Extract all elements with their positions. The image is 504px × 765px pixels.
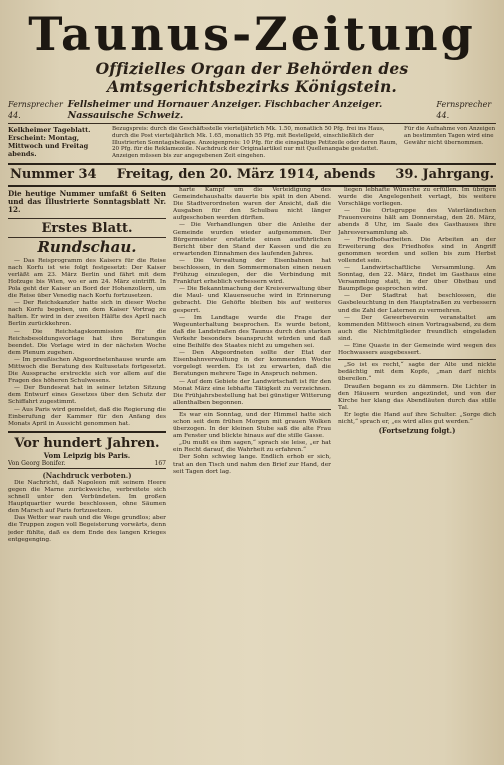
article-paragraph: — Die Verhandlungen über die Anleihe der Gemeinde wurden wieder aufgenommen. Der Bürgermeister erstattete einen ausführlichen Bericht über den Stand der Kassen und die zu erwartenden Einnahmen des laufenden Jahres. <box>173 222 331 257</box>
article-columns <box>8 187 496 765</box>
issue-bar <box>8 165 496 187</box>
column-divider <box>173 409 331 410</box>
article-paragraph: — Die Bekanntmachung der Kreisverwaltung über die Maul- und Klauenseuche wird in Erinnerung gebracht. Die Gehöfte bleiben bis auf weiteres gesperrt. <box>173 286 331 314</box>
serial-number: 167 <box>154 459 166 467</box>
issue-year: 39. Jahrgang. <box>395 166 494 182</box>
continued-note: (Fortsetzung folgt.) <box>378 426 456 436</box>
serial-paragraph: Er legte die Hand auf ihre Schulter. „Sorge dich nicht,“ sprach er, „es wird alles gut werden.“ <box>338 411 496 425</box>
reprint-note: (Nachdruck verboten.) <box>42 470 132 480</box>
article-paragraph: — Aus Paris wird gemeldet, daß die Regierung die Einberufung der Kammer für den Anfang des Monats April in Aussicht genommen hat. <box>8 406 166 427</box>
article-paragraph: — Die Ortsgruppe des Vaterländischen Frauenvereins hält am Donnerstag, den 26. März, abends 8 Uhr, im Saale des Gasthauses ihre Jahresversammlung ab. <box>338 208 496 236</box>
serial-paragraph: Es war ein Sonntag, und der Himmel hatte sich schon seit dem frühen Morgen mit grauen Wolken überzogen. In der kleinen Stube saß die alte Frau am Fenster und blickte hinaus auf die stille Gasse. <box>173 411 331 440</box>
serial-title: Vor hundert Jahren. <box>8 431 166 451</box>
article-paragraph: — Der Stadtrat hat beschlossen, die Gasbeleuchtung in den Hauptstraßen zu verbessern und die Zahl der Laternen zu vermehren. <box>338 293 496 314</box>
column-divider <box>338 359 496 360</box>
serial-paragraph: „Du mußt es ihm sagen,“ sprach sie leise, „er hat ein Recht darauf, die Wahrheit zu erfahren.“ <box>173 440 331 454</box>
article-paragraph: harte Kampf um die Verteidigung des Gemeindehaushalts dauerte bis spät in den Abend. Die Stadtverordneten waren der Ansicht, daß die Ausgaben für den Schulbau nicht länger aufgeschoben werden dürften. <box>173 186 331 222</box>
subscription-info <box>8 124 496 165</box>
article-paragraph: — Der Gewerbeverein veranstaltet am kommenden Mittwoch einen Vortragsabend, zu dem auch die Nichtmitglieder freundlich eingeladen sind. <box>338 314 496 342</box>
column-2 <box>173 187 331 765</box>
masthead-title: Taunus-Zeitung <box>28 7 476 61</box>
serial-paragraph: Die Nachricht, daß Napoleon mit seinem Heere gegen die Marne zurückweiche, verbreitete sich schnell unter den Verbündeten. Im großen Hauptquartier wurde beschlossen, ohne Säumen den Marsch auf Paris fortzusetzen. <box>8 479 166 515</box>
ad-notice: Für die Aufnahme von Anzeigen an bestimmten Tagen wird eine Gewähr nicht übernommen. <box>404 126 496 146</box>
article-paragraph: — Im preußischen Abgeordnetenhause wurde am Mittwoch die Beratung des Kultusetats fortgesetzt. Die Aussprache erstreckte sich vor allem auf die Fragen des höheren Schulwesens. <box>8 356 166 385</box>
serial-subtitle: Vom Leipzig bis Paris. <box>43 450 131 460</box>
phone-left: Fernsprecher 44. <box>8 100 63 120</box>
section-subtitle: Rundschau. <box>37 237 137 256</box>
article-paragraph: — Auf dem Gebiete der Landwirtschaft ist für den Monat März eine lebhafte Tätigkeit zu verzeichnen. Die Frühjahrsbestellung hat bei günstiger Witterung allenthalben begonnen. <box>173 378 331 406</box>
article-paragraph: — Der Bundesrat hat in seiner letzten Sitzung dem Entwurf eines Gesetzes über den Schutz der Schiffahrt zugestimmt. <box>8 385 166 406</box>
phone-right: Fernsprecher 44. <box>436 100 492 120</box>
article-paragraph: liegen lebhafte Wünsche zu erfüllen. Im übrigen wurde die Angelegenheit vertagt, bis weitere Vorschläge vorliegen. <box>338 186 496 208</box>
article-paragraph: — Die Reichstagskommission für die Reichsbesoldungsvorlage hat ihre Beratungen beendet. Die Vorlage wird in der nächsten Woche dem Plenum zugehen. <box>8 328 166 356</box>
article-paragraph: — Das Reisprogramm des Kaisers für die Reise nach Korfu ist wie folgt festgesetzt: Der Kaiser verläßt am 23. März Berlin und fährt mit dem Hofzuge bis Wien, wo er am 24. März eintrifft. In Pola geht der Kaiser an Bord der Hohenzollern, um die Reise über Venedig nach Korfu fortzusetzen. <box>8 257 166 300</box>
publication-schedule: Kelkheimer Tageblatt. Erscheint: Montag, Mittwoch und Freitag abends. <box>8 126 91 158</box>
serial-paragraph: Das Wetter war rauh und die Wege grundlos; aber die Truppen zogen voll Begeisterung vorwärts, denn jeder fühlte, daß es dem Ende des langen Krieges entgegenging. <box>8 515 166 543</box>
issue-note: Die heutige Nummer umfaßt 6 Seiten und das Illustrierte Sonntagsblatt Nr. 12. <box>8 187 166 219</box>
section-title: Erstes Blatt. <box>8 221 166 238</box>
column-1 <box>8 187 166 765</box>
serial-paragraph: Draußen begann es zu dämmern. Die Lichter in den Häusern wurden angezündet, und von der Kirche her klang das Abendläuten durch das stille Tal. <box>338 383 496 411</box>
supplements-row <box>8 98 496 124</box>
article-paragraph: — Friedhofsarbeiten. Die Arbeiten an der Erweiterung des Friedhofes sind in Angriff genommen worden und sollen bis zum Herbst vollendet sein. <box>338 236 496 264</box>
article-paragraph: — Der Reichskanzler hatte sich in dieser Woche nach Korfu begeben, um dem Kaiser Vortrag zu halten. Er wird in der zweiten Hälfte des April nach Berlin zurückkehren. <box>8 300 166 328</box>
serial-paragraph: „So ist es recht,“ sagte der Alte und nickte bedächtig mit dem Kopfe, „man darf nichts übereilen.“ <box>338 362 496 383</box>
serial-byline <box>8 460 166 469</box>
supplement-titles: Fellsheimer und Hornauer Anzeiger. Fischbacher Anzeiger. Nassauische Schweiz. <box>67 99 383 121</box>
column-3 <box>338 187 496 765</box>
article-paragraph: — Landwirtschaftliche Versammlung. Am Sonntag, den 22. März, findet im Gasthaus eine Versammlung statt, in der über Obstbau und Baumpflege gesprochen wird. <box>338 265 496 293</box>
article-paragraph: — Den Abgeordneten sollte der Etat der Eisenbahnverwaltung in der kommenden Woche vorgelegt werden. Es ist zu erwarten, daß die Beratungen mehrere Tage in Anspruch nehmen. <box>173 350 331 378</box>
article-paragraph: — Im Landtage wurde die Frage der Wegeunterhaltung besprochen. Es wurde betont, daß die Landstraßen des Taunus durch den starken Verkehr besonders beansprucht würden und daß eine Beihilfe des Staates nicht zu umgehen sei. <box>173 314 331 350</box>
article-paragraph: — Eine Quaste in der Gemeinde wird wegen des Hochwassers ausgebessert. <box>338 343 496 357</box>
serial-author: Von Georg Bonifer. <box>8 459 66 467</box>
article-paragraph: — Die Verwaltung der Eisenbahnen hat beschlossen, in den Sommermonaten einen neuen Frühzug einzulegen, der die Verbindung mit Frankfurt erheblich verbessern wird. <box>173 257 331 286</box>
issue-number: Nummer 34 <box>10 166 97 182</box>
masthead-subtitle: Offizielles Organ der Behörden des Amtsgerichtsbezirks Königstein. <box>95 59 409 96</box>
pricing-info: Bezugspreis: durch die Geschäftsstelle vierteljährlich Mk. 1.50, monatlich 50 Pfg. frei ins Haus, durch die Post vierteljährlich Mk. 1.65, monatlich 55 Pfg. mit Bestellgeld, einschließlich der Illustrierten Sonntagsbeilage. Anzeigenpreis: 10 Pfg. für die einspaltige Petitzeile oder deren Raum, 20 Pfg. für die Reklamezeile. Nachdruck der Originalartikel nur mit Quellenangabe gestattet. Anzeigen müssen bis zur angegebenen Zeit eingehen. <box>112 126 398 160</box>
serial-paragraph: Der Sohn schwieg lange. Endlich erhob er sich, trat an den Tisch und nahm den Brief zur Hand, der seit Tagen dort lag. <box>173 454 331 475</box>
issue-date: Freitag, den 20. März 1914, abends <box>116 166 376 182</box>
